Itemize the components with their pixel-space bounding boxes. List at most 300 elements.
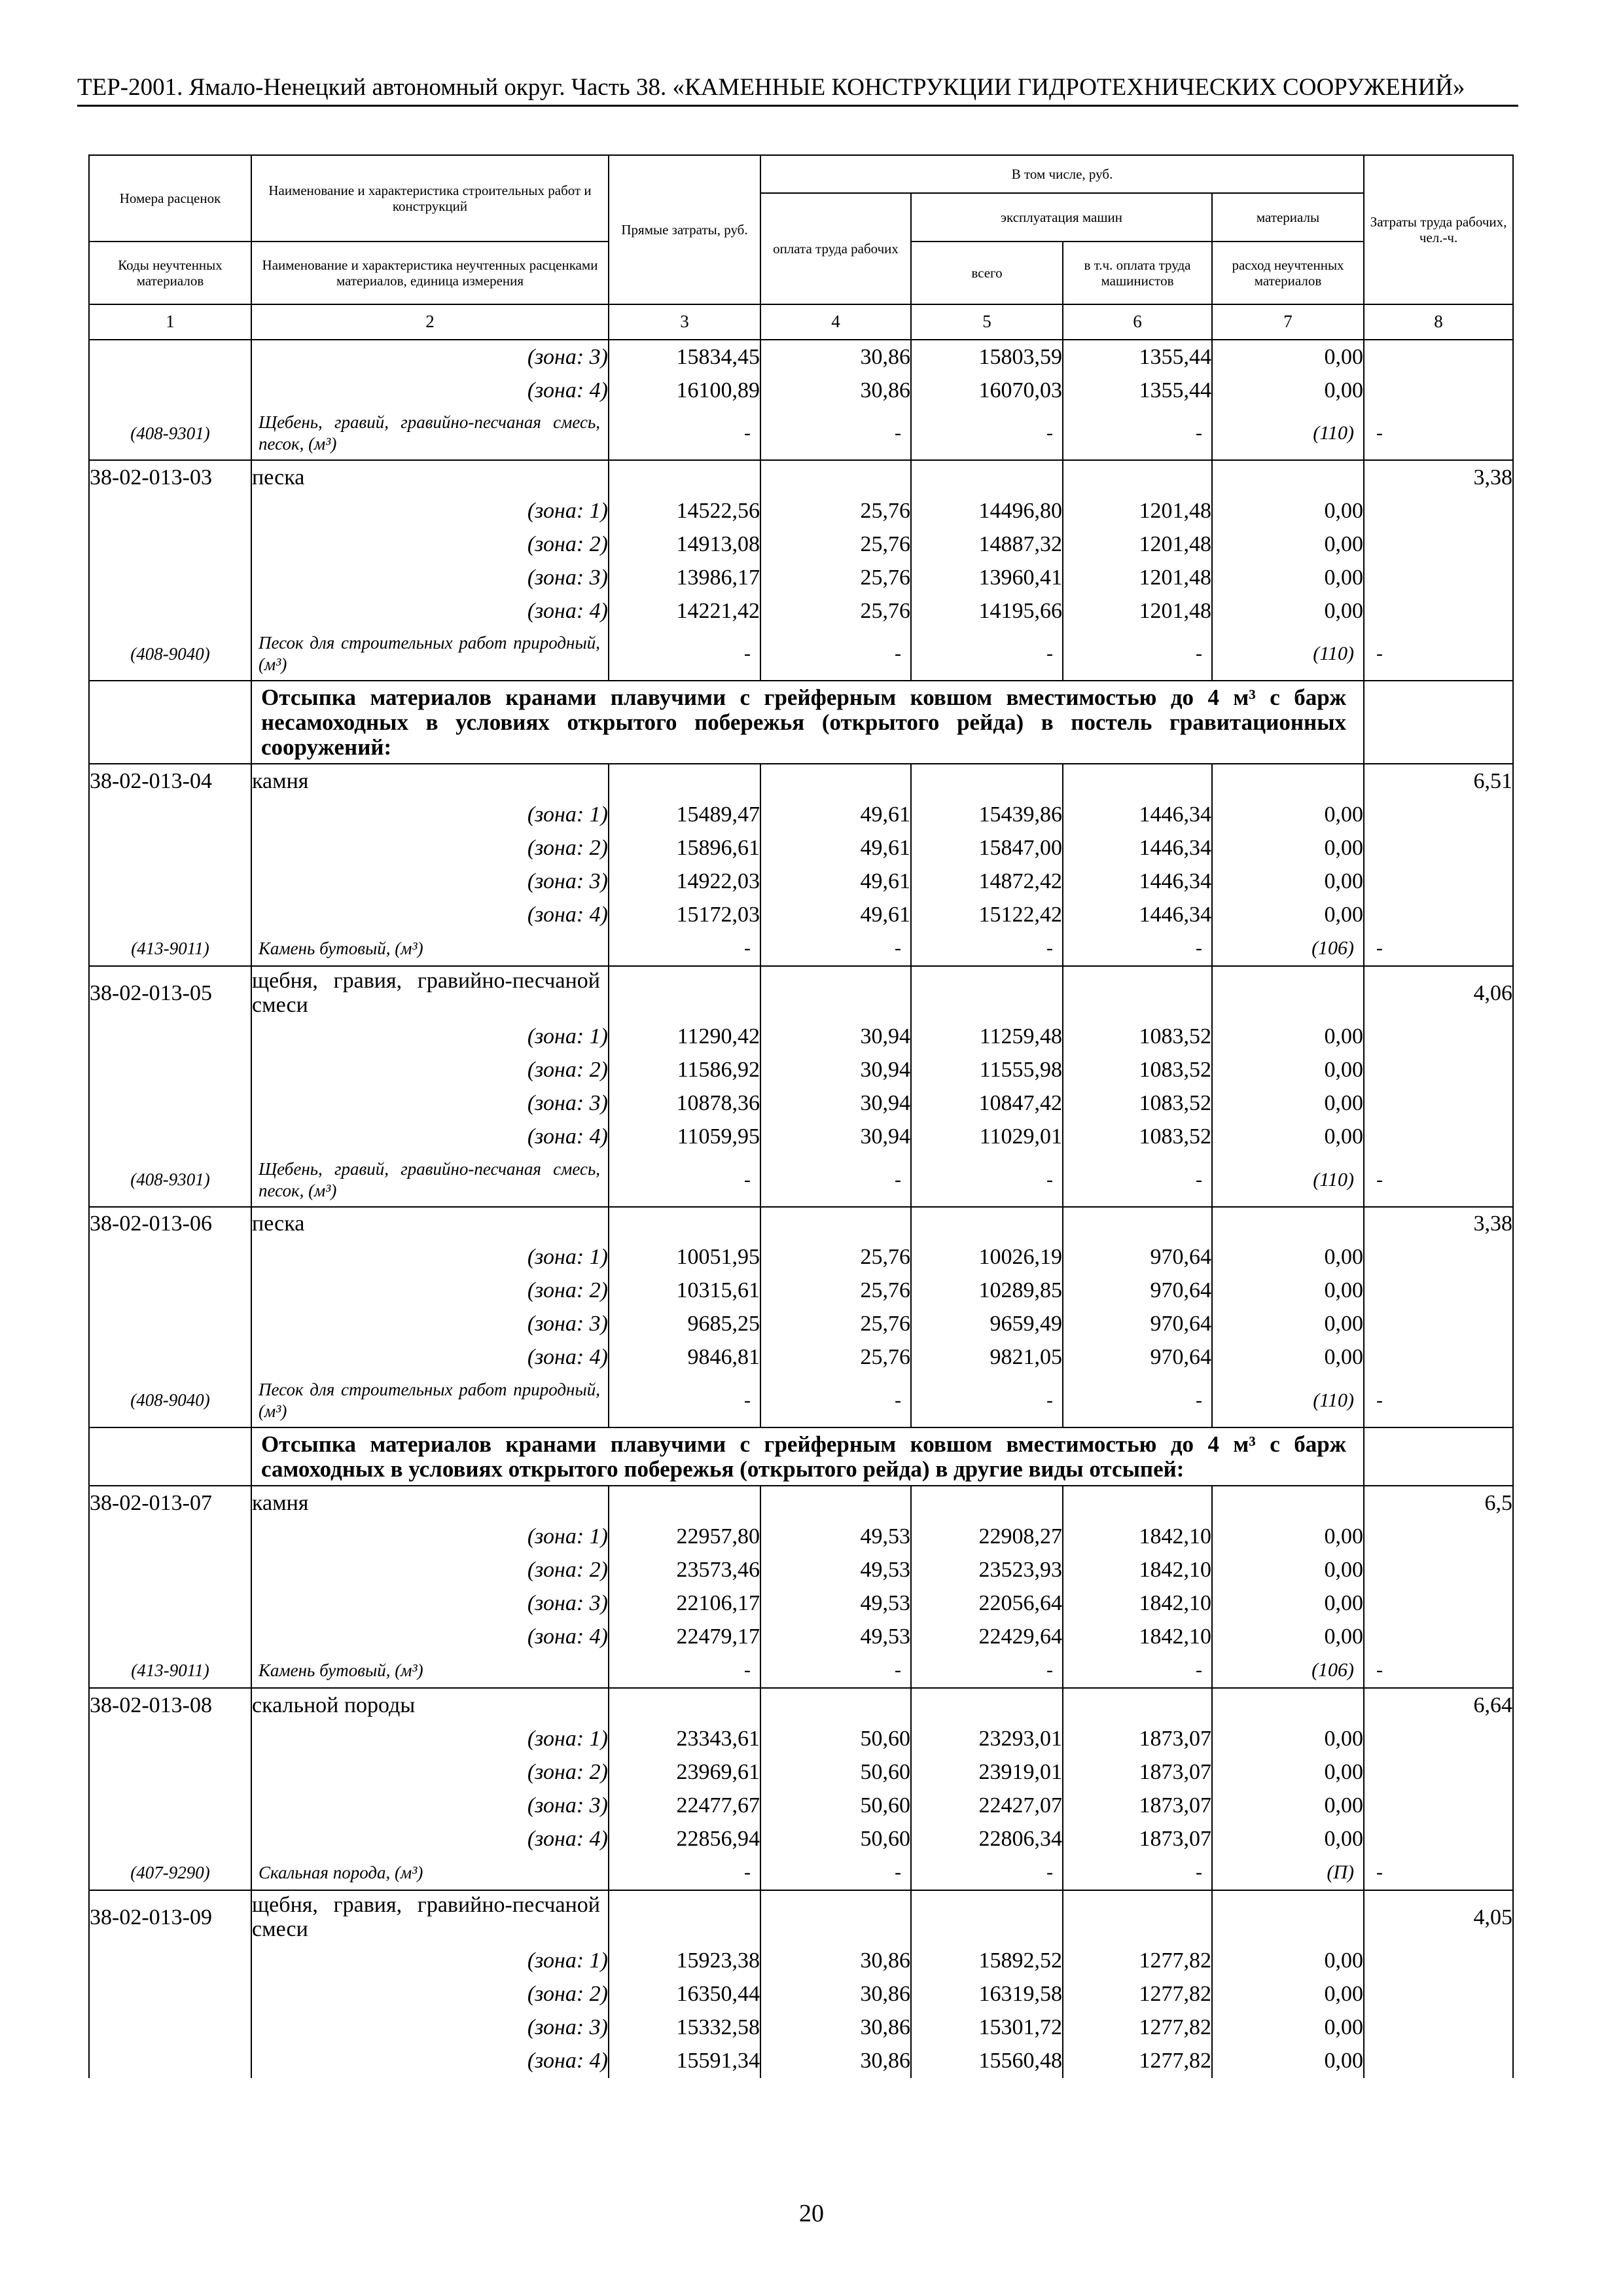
- empty-cell: [760, 966, 911, 1020]
- material-name: Скальная порода, (м³): [251, 1856, 609, 1890]
- rate-code: 38-02-013-04: [89, 764, 251, 798]
- material-name: Щебень, гравий, гравийно-песчаная смесь, песок, (м³): [251, 1154, 609, 1207]
- material-name: Камень бутовый, (м³): [251, 1653, 609, 1688]
- machine-cost: 9821,05: [911, 1341, 1063, 1374]
- zone-label: (зона: 4): [251, 2045, 609, 2078]
- empty-cell: [760, 460, 911, 494]
- empty-cell: [1364, 528, 1513, 561]
- labor-cost: 50,60: [760, 1789, 911, 1822]
- direct-cost: 10051,95: [609, 1241, 760, 1274]
- direct-cost: 23573,46: [609, 1553, 760, 1587]
- rate-row: [89, 1486, 1513, 1520]
- zone-label: (зона: 2): [251, 1274, 609, 1308]
- machine-cost: 15892,52: [911, 1945, 1063, 1978]
- empty-cell: [89, 1020, 251, 1054]
- work-name: песка: [251, 460, 609, 494]
- machinist-cost: 1355,44: [1063, 374, 1212, 407]
- labor-hours: 3,38: [1364, 1207, 1513, 1241]
- material-code: (408-9040): [89, 1374, 251, 1427]
- material-machines: -: [911, 1154, 1063, 1207]
- machinist-cost: 1277,82: [1063, 2045, 1212, 2078]
- zone-label: (зона: 4): [251, 594, 609, 628]
- labor-cost: 30,94: [760, 1087, 911, 1121]
- zone-label: (зона: 4): [251, 898, 609, 931]
- direct-cost: 9846,81: [609, 1341, 760, 1374]
- work-name: щебня, гравия, гравийно-песчаной смеси: [251, 966, 609, 1020]
- machinist-cost: 1446,34: [1063, 865, 1212, 898]
- labor-cost: 25,76: [760, 561, 911, 594]
- col8-header: Затраты труда рабочих, чел.-ч.: [1364, 155, 1513, 304]
- rate-row: [89, 966, 1513, 1020]
- empty-cell: [1364, 1789, 1513, 1822]
- material-labor: -: [760, 628, 911, 681]
- empty-cell: [89, 831, 251, 865]
- labor-cost: 25,76: [760, 1308, 911, 1341]
- empty-cell: [609, 1486, 760, 1520]
- material-quantity: (110): [1212, 1374, 1364, 1427]
- zone-label: (зона: 1): [251, 798, 609, 831]
- empty-cell: [1364, 1341, 1513, 1374]
- machinist-cost: 1446,34: [1063, 831, 1212, 865]
- material-row: [89, 407, 1513, 460]
- machine-cost: 22908,27: [911, 1520, 1063, 1553]
- material-cost: 0,00: [1212, 561, 1364, 594]
- empty-cell: [89, 1978, 251, 2011]
- table-body: [89, 340, 1513, 2078]
- labor-hours: 6,5: [1364, 1486, 1513, 1520]
- empty-cell: [89, 865, 251, 898]
- empty-cell: [1364, 561, 1513, 594]
- direct-cost: 22856,94: [609, 1822, 760, 1856]
- machinist-cost: 970,64: [1063, 1274, 1212, 1308]
- material-machinists: -: [1063, 407, 1212, 460]
- material-cost: 0,00: [1212, 1520, 1364, 1553]
- direct-cost: 15489,47: [609, 798, 760, 831]
- labor-hours: 6,64: [1364, 1688, 1513, 1722]
- empty-cell: [1364, 1553, 1513, 1587]
- material-name: Песок для строительных работ природный, (м³): [251, 1374, 609, 1427]
- zone-row: [89, 1274, 1513, 1308]
- machine-cost: 14887,32: [911, 528, 1063, 561]
- material-direct: -: [609, 1154, 760, 1207]
- material-machinists: -: [1063, 931, 1212, 966]
- material-labor-hours: -: [1364, 931, 1513, 966]
- empty-cell: [89, 494, 251, 528]
- empty-cell: [89, 1789, 251, 1822]
- zone-row: [89, 1054, 1513, 1087]
- zone-label: (зона: 2): [251, 1978, 609, 2011]
- zone-label: (зона: 4): [251, 1620, 609, 1653]
- labor-cost: 30,94: [760, 1121, 911, 1154]
- empty-cell: [1364, 798, 1513, 831]
- rate-row: [89, 1688, 1513, 1722]
- material-cost: 0,00: [1212, 798, 1364, 831]
- empty-cell: [89, 561, 251, 594]
- zone-label: (зона: 1): [251, 494, 609, 528]
- zone-row: [89, 561, 1513, 594]
- material-cost: 0,00: [1212, 1620, 1364, 1653]
- empty-cell: [1364, 1020, 1513, 1054]
- material-machinists: -: [1063, 1653, 1212, 1688]
- empty-cell: [1364, 865, 1513, 898]
- work-name: песка: [251, 1207, 609, 1241]
- direct-cost: 11290,42: [609, 1020, 760, 1054]
- material-row: [89, 1154, 1513, 1207]
- material-labor: -: [760, 1154, 911, 1207]
- material-cost: 0,00: [1212, 1341, 1364, 1374]
- col7-header: расход неучтенных материалов: [1212, 242, 1364, 304]
- direct-cost: 15834,45: [609, 340, 760, 374]
- labor-cost: 25,76: [760, 528, 911, 561]
- rate-row: [89, 764, 1513, 798]
- machinist-cost: 970,64: [1063, 1308, 1212, 1341]
- direct-cost: 22479,17: [609, 1620, 760, 1653]
- labor-cost: 49,53: [760, 1553, 911, 1587]
- column-number: 3: [609, 304, 760, 340]
- empty-cell: [1364, 898, 1513, 931]
- material-quantity: (106): [1212, 1653, 1364, 1688]
- empty-cell: [1364, 1274, 1513, 1308]
- machinist-cost: 1873,07: [1063, 1822, 1212, 1856]
- material-labor: -: [760, 1653, 911, 1688]
- labor-cost: 49,61: [760, 831, 911, 865]
- direct-cost: 22477,67: [609, 1789, 760, 1822]
- material-row: [89, 628, 1513, 681]
- machine-cost: 9659,49: [911, 1308, 1063, 1341]
- material-code: (413-9011): [89, 1653, 251, 1688]
- material-cost: 0,00: [1212, 1722, 1364, 1755]
- page-number: 20: [799, 2200, 824, 2227]
- empty-cell: [89, 2045, 251, 2078]
- zone-row: [89, 1620, 1513, 1653]
- including-header: В том числе, руб.: [760, 155, 1364, 193]
- material-labor: -: [760, 407, 911, 460]
- zone-label: (зона: 1): [251, 1241, 609, 1274]
- empty-cell: [1212, 764, 1364, 798]
- zone-row: [89, 1121, 1513, 1154]
- zone-row: [89, 494, 1513, 528]
- zone-row: [89, 528, 1513, 561]
- material-cost: 0,00: [1212, 494, 1364, 528]
- machine-cost: 23919,01: [911, 1755, 1063, 1789]
- material-cost: 0,00: [1212, 1755, 1364, 1789]
- empty-cell: [911, 1486, 1063, 1520]
- empty-cell: [1063, 1207, 1212, 1241]
- material-labor-hours: -: [1364, 407, 1513, 460]
- empty-cell: [89, 1341, 251, 1374]
- zone-row: [89, 1755, 1513, 1789]
- labor-cost: 50,60: [760, 1722, 911, 1755]
- labor-cost: 49,53: [760, 1620, 911, 1653]
- zone-row: [89, 865, 1513, 898]
- machine-cost: 15847,00: [911, 831, 1063, 865]
- empty-cell: [89, 1308, 251, 1341]
- material-row: [89, 931, 1513, 966]
- empty-cell: [1364, 1620, 1513, 1653]
- empty-cell: [911, 1688, 1063, 1722]
- work-name: скальной породы: [251, 1688, 609, 1722]
- material-code: (407-9290): [89, 1856, 251, 1890]
- zone-label: (зона: 3): [251, 1789, 609, 1822]
- empty-cell: [760, 1486, 911, 1520]
- material-direct: -: [609, 931, 760, 966]
- direct-cost: 11586,92: [609, 1054, 760, 1087]
- material-cost: 0,00: [1212, 340, 1364, 374]
- machinist-cost: 1873,07: [1063, 1722, 1212, 1755]
- empty-cell: [1364, 1722, 1513, 1755]
- machine-cost: 11029,01: [911, 1121, 1063, 1154]
- direct-cost: 15332,58: [609, 2011, 760, 2045]
- empty-cell: [1364, 1427, 1513, 1486]
- material-cost: 0,00: [1212, 528, 1364, 561]
- empty-cell: [760, 1890, 911, 1944]
- material-cost: 0,00: [1212, 1553, 1364, 1587]
- zone-label: (зона: 1): [251, 1945, 609, 1978]
- material-labor: -: [760, 1374, 911, 1427]
- empty-cell: [1364, 1308, 1513, 1341]
- empty-cell: [89, 681, 251, 764]
- material-quantity: (106): [1212, 931, 1364, 966]
- zone-label: (зона: 3): [251, 865, 609, 898]
- rate-code: 38-02-013-07: [89, 1486, 251, 1520]
- zone-row: [89, 1945, 1513, 1978]
- col2-top-header: Наименование и характеристика строительных работ и конструкций: [251, 155, 609, 242]
- rate-code: 38-02-013-09: [89, 1890, 251, 1944]
- material-cost: 0,00: [1212, 2045, 1364, 2078]
- labor-cost: 30,86: [760, 2011, 911, 2045]
- machinist-cost: 1355,44: [1063, 340, 1212, 374]
- empty-cell: [609, 764, 760, 798]
- machine-cost: 11555,98: [911, 1054, 1063, 1087]
- material-cost: 0,00: [1212, 1822, 1364, 1856]
- material-cost: 0,00: [1212, 1308, 1364, 1341]
- machines-header: эксплуатация машин: [911, 193, 1212, 242]
- zone-row: [89, 831, 1513, 865]
- machine-cost: 14872,42: [911, 865, 1063, 898]
- empty-cell: [1364, 1087, 1513, 1121]
- zone-label: (зона: 2): [251, 831, 609, 865]
- empty-cell: [1063, 764, 1212, 798]
- direct-cost: 15896,61: [609, 831, 760, 865]
- material-machines: -: [911, 1653, 1063, 1688]
- empty-cell: [1212, 1207, 1364, 1241]
- labor-cost: 30,94: [760, 1020, 911, 1054]
- machinist-cost: 1842,10: [1063, 1587, 1212, 1620]
- empty-cell: [1364, 1978, 1513, 2011]
- machine-cost: 10847,42: [911, 1087, 1063, 1121]
- machinist-cost: 1083,52: [1063, 1054, 1212, 1087]
- machinist-cost: 1446,34: [1063, 798, 1212, 831]
- material-labor-hours: -: [1364, 1154, 1513, 1207]
- rate-code: 38-02-013-08: [89, 1688, 251, 1722]
- material-name: Камень бутовый, (м³): [251, 931, 609, 966]
- direct-cost: 16350,44: [609, 1978, 760, 2011]
- material-direct: -: [609, 1653, 760, 1688]
- direct-cost: 13986,17: [609, 561, 760, 594]
- empty-cell: [1364, 2045, 1513, 2078]
- zone-row: [89, 798, 1513, 831]
- col1-top-header: Номера расценок: [89, 155, 251, 242]
- section-heading: Отсыпка материалов кранами плавучими с грейферным ковшом вместимостью до 4 м³ с барж несамоходных в условиях открытого побережья (открытого рейда) в постель гравитационных сооружений:: [251, 681, 1364, 764]
- material-labor: -: [760, 1856, 911, 1890]
- material-direct: -: [609, 407, 760, 460]
- material-cost: 0,00: [1212, 1274, 1364, 1308]
- zone-row: [89, 594, 1513, 628]
- rate-row: [89, 460, 1513, 494]
- machinist-cost: 1201,48: [1063, 528, 1212, 561]
- material-cost: 0,00: [1212, 1945, 1364, 1978]
- zone-row: [89, 374, 1513, 407]
- machinist-cost: 1201,48: [1063, 561, 1212, 594]
- zone-row: [89, 2045, 1513, 2078]
- labor-cost: 30,94: [760, 1054, 911, 1087]
- empty-cell: [89, 1087, 251, 1121]
- zone-label: (зона: 1): [251, 1722, 609, 1755]
- material-quantity: (110): [1212, 1154, 1364, 1207]
- machine-cost: 10289,85: [911, 1274, 1063, 1308]
- machinist-cost: 1083,52: [1063, 1020, 1212, 1054]
- machinist-cost: 970,64: [1063, 1241, 1212, 1274]
- material-machinists: -: [1063, 1154, 1212, 1207]
- machinist-cost: 1201,48: [1063, 594, 1212, 628]
- direct-cost: 14522,56: [609, 494, 760, 528]
- labor-hours: 4,06: [1364, 966, 1513, 1020]
- column-number: 1: [89, 304, 251, 340]
- empty-cell: [89, 1054, 251, 1087]
- material-cost: 0,00: [1212, 831, 1364, 865]
- material-machines: -: [911, 1856, 1063, 1890]
- empty-cell: [89, 798, 251, 831]
- empty-cell: [89, 1945, 251, 1978]
- zone-label: (зона: 4): [251, 1341, 609, 1374]
- machinist-cost: 1277,82: [1063, 1945, 1212, 1978]
- material-quantity: (110): [1212, 628, 1364, 681]
- machinist-cost: 1873,07: [1063, 1789, 1212, 1822]
- machine-cost: 23293,01: [911, 1722, 1063, 1755]
- machine-cost: 22806,34: [911, 1822, 1063, 1856]
- empty-cell: [1364, 1755, 1513, 1789]
- empty-cell: [609, 1207, 760, 1241]
- machine-cost: 15122,42: [911, 898, 1063, 931]
- direct-cost: 22957,80: [609, 1520, 760, 1553]
- material-cost: 0,00: [1212, 1978, 1364, 2011]
- col5-header: всего: [911, 242, 1063, 304]
- empty-cell: [1364, 1241, 1513, 1274]
- materials-header: материалы: [1212, 193, 1364, 242]
- material-cost: 0,00: [1212, 898, 1364, 931]
- machine-cost: 15560,48: [911, 2045, 1063, 2078]
- zone-label: (зона: 2): [251, 1553, 609, 1587]
- direct-cost: 10878,36: [609, 1087, 760, 1121]
- empty-cell: [760, 1207, 911, 1241]
- zone-row: [89, 1241, 1513, 1274]
- col3-header: Прямые затраты, руб.: [609, 155, 760, 304]
- work-name: щебня, гравия, гравийно-песчаной смеси: [251, 1890, 609, 1944]
- empty-cell: [911, 1890, 1063, 1944]
- direct-cost: 14913,08: [609, 528, 760, 561]
- direct-cost: 10315,61: [609, 1274, 760, 1308]
- direct-cost: 11059,95: [609, 1121, 760, 1154]
- empty-cell: [1063, 1486, 1212, 1520]
- empty-cell: [760, 764, 911, 798]
- zone-label: (зона: 2): [251, 528, 609, 561]
- empty-cell: [1364, 1520, 1513, 1553]
- labor-cost: 30,86: [760, 1945, 911, 1978]
- zone-row: [89, 1308, 1513, 1341]
- machine-cost: 14496,80: [911, 494, 1063, 528]
- empty-cell: [1364, 2011, 1513, 2045]
- header-rule: [77, 105, 1518, 107]
- empty-cell: [911, 966, 1063, 1020]
- empty-cell: [1364, 1121, 1513, 1154]
- empty-cell: [1364, 1945, 1513, 1978]
- material-cost: 0,00: [1212, 1241, 1364, 1274]
- material-labor-hours: -: [1364, 1374, 1513, 1427]
- machinist-cost: 1201,48: [1063, 494, 1212, 528]
- rate-code: 38-02-013-06: [89, 1207, 251, 1241]
- zone-label: (зона: 2): [251, 1755, 609, 1789]
- material-cost: 0,00: [1212, 374, 1364, 407]
- empty-cell: [89, 1241, 251, 1274]
- machine-cost: 22427,07: [911, 1789, 1063, 1822]
- rate-code: 38-02-013-03: [89, 460, 251, 494]
- column-number: 4: [760, 304, 911, 340]
- direct-cost: 23343,61: [609, 1722, 760, 1755]
- zone-row: [89, 1520, 1513, 1553]
- zone-label: (зона: 3): [251, 561, 609, 594]
- material-cost: 0,00: [1212, 2011, 1364, 2045]
- direct-cost: 23969,61: [609, 1755, 760, 1789]
- rate-code: 38-02-013-05: [89, 966, 251, 1020]
- zone-row: [89, 1722, 1513, 1755]
- machinist-cost: 1083,52: [1063, 1087, 1212, 1121]
- labor-cost: 49,53: [760, 1587, 911, 1620]
- zone-row: [89, 898, 1513, 931]
- machinist-cost: 970,64: [1063, 1341, 1212, 1374]
- material-machinists: -: [1063, 1856, 1212, 1890]
- zone-row: [89, 1341, 1513, 1374]
- zone-label: (зона: 3): [251, 1587, 609, 1620]
- empty-cell: [89, 1587, 251, 1620]
- column-number: 2: [251, 304, 609, 340]
- material-code: (408-9040): [89, 628, 251, 681]
- material-labor: -: [760, 931, 911, 966]
- material-code: (413-9011): [89, 931, 251, 966]
- section-heading: Отсыпка материалов кранами плавучими с грейферным ковшом вместимостью до 4 м³ с барж самоходных в условиях открытого побережья (открытого рейда) в другие виды отсыпей:: [251, 1427, 1364, 1486]
- column-number: 8: [1364, 304, 1513, 340]
- zone-label: (зона: 2): [251, 1054, 609, 1087]
- machinist-cost: 1446,34: [1063, 898, 1212, 931]
- machine-cost: 22429,64: [911, 1620, 1063, 1653]
- machinist-cost: 1277,82: [1063, 2011, 1212, 2045]
- empty-cell: [1212, 1688, 1364, 1722]
- col1-bottom-header: Коды неучтенных материалов: [89, 242, 251, 304]
- machine-cost: 15439,86: [911, 798, 1063, 831]
- empty-cell: [1364, 1587, 1513, 1620]
- labor-cost: 30,86: [760, 1978, 911, 2011]
- material-quantity: (110): [1212, 407, 1364, 460]
- labor-cost: 25,76: [760, 494, 911, 528]
- material-cost: 0,00: [1212, 1121, 1364, 1154]
- empty-cell: [89, 1755, 251, 1789]
- machine-cost: 14195,66: [911, 594, 1063, 628]
- material-labor-hours: -: [1364, 1856, 1513, 1890]
- empty-cell: [609, 1688, 760, 1722]
- empty-cell: [1364, 681, 1513, 764]
- direct-cost: 14221,42: [609, 594, 760, 628]
- machine-cost: 16319,58: [911, 1978, 1063, 2011]
- zone-label: (зона: 3): [251, 340, 609, 374]
